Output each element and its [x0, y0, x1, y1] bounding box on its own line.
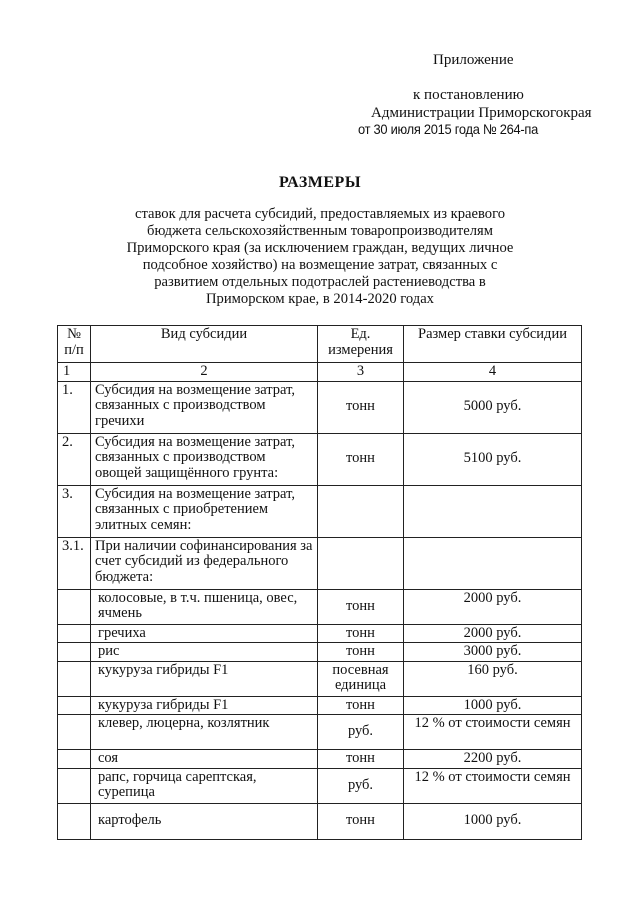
administration-name: Администрации Приморскогокрая — [371, 105, 592, 121]
row-number — [58, 661, 91, 696]
appendix-label: Приложение — [433, 52, 514, 68]
row-rate: 5100 руб. — [404, 433, 582, 485]
row-number: 1. — [58, 381, 91, 433]
row-subsidy-type: кукуруза гибриды F1 — [91, 696, 318, 715]
row-unit — [318, 485, 404, 537]
row-rate: 1000 руб. — [404, 696, 582, 715]
document-subtitle — [120, 206, 520, 308]
row-subsidy-type: колосовые, в т.ч. пшеница, овес, ячмень — [91, 589, 318, 624]
column-number: 4 — [404, 363, 582, 382]
row-number — [58, 696, 91, 715]
subtitle-line: развитием отдельных подотраслей растениеводства в — [154, 274, 486, 290]
table-row — [58, 696, 582, 715]
table-row — [58, 537, 582, 589]
row-number — [58, 624, 91, 643]
table-row — [58, 803, 582, 839]
header-cell-rate: Размер ставки субсидии — [404, 326, 582, 363]
header-cell-unit: Ед. измерения — [318, 326, 404, 363]
row-subsidy-type: Субсидия на возмещение затрат, связанных с приобретением элитных семян: — [91, 485, 318, 537]
row-subsidy-type: При наличии софинансирования за счет субсидий из федерального бюджета: — [91, 537, 318, 589]
row-unit: руб. — [318, 715, 404, 750]
row-unit: тонн — [318, 589, 404, 624]
row-number — [58, 803, 91, 839]
row-unit: тонн — [318, 381, 404, 433]
document-title: РАЗМЕРЫ — [278, 174, 362, 191]
row-rate: 160 руб. — [404, 661, 582, 696]
row-number — [58, 715, 91, 750]
row-unit: тонн — [318, 750, 404, 769]
row-subsidy-type: картофель — [91, 803, 318, 839]
row-number — [58, 643, 91, 662]
row-subsidy-type: Субсидия на возмещение затрат, связанных с производством овощей защищённого грунта: — [91, 433, 318, 485]
row-rate — [404, 485, 582, 537]
table-row — [58, 381, 582, 433]
row-rate — [404, 537, 582, 589]
column-number-row — [58, 363, 582, 382]
header-cell-number: № п/п — [58, 326, 91, 363]
column-number: 3 — [318, 363, 404, 382]
row-subsidy-type: Субсидия на возмещение затрат, связанных с производством гречихи — [91, 381, 318, 433]
column-number: 2 — [91, 363, 318, 382]
row-unit — [318, 537, 404, 589]
row-unit: тонн — [318, 643, 404, 662]
row-unit: тонн — [318, 624, 404, 643]
table-row — [58, 624, 582, 643]
subtitle-line: ставок для расчета субсидий, предоставляемых из краевого — [134, 206, 506, 222]
subtitle-line: подсобное хозяйство) на возмещение затрат, связанных с — [142, 257, 498, 273]
table-row — [58, 715, 582, 750]
subtitle-line: Приморском крае, в 2014-2020 годах — [206, 291, 434, 307]
row-unit: тонн — [318, 696, 404, 715]
row-rate: 3000 руб. — [404, 643, 582, 662]
column-number: 1 — [58, 363, 91, 382]
row-rate: 2000 руб. — [404, 589, 582, 624]
header-cell-type: Вид субсидии — [91, 326, 318, 363]
subsidy-rates-table — [57, 325, 582, 840]
row-unit: посевная единица — [318, 661, 404, 696]
row-rate: 2200 руб. — [404, 750, 582, 769]
resolution-reference: к постановлению — [413, 87, 524, 103]
table-row — [58, 643, 582, 662]
row-unit: тонн — [318, 433, 404, 485]
subtitle-line: бюджета сельскохозяйственным товаропроизводителям — [147, 223, 493, 239]
row-rate: 1000 руб. — [404, 803, 582, 839]
row-rate: 12 % от стоимости семян — [404, 768, 582, 803]
table-row — [58, 661, 582, 696]
row-subsidy-type: рис — [91, 643, 318, 662]
table-row — [58, 750, 582, 769]
row-subsidy-type: гречиха — [91, 624, 318, 643]
table-row — [58, 485, 582, 537]
table-row — [58, 433, 582, 485]
resolution-date-number: от 30 июля 2015 года № 264-па — [358, 121, 539, 137]
row-subsidy-type: кукуруза гибриды F1 — [91, 661, 318, 696]
row-number — [58, 750, 91, 769]
row-subsidy-type: рапс, горчица сарептская, сурепица — [91, 768, 318, 803]
subtitle-line: Приморского края (за исключением граждан, ведущих личное — [126, 240, 514, 256]
table-row — [58, 589, 582, 624]
row-rate: 2000 руб. — [404, 624, 582, 643]
row-number: 3. — [58, 485, 91, 537]
table-header-row — [58, 326, 582, 363]
row-unit: руб. — [318, 768, 404, 803]
row-rate: 12 % от стоимости семян — [404, 715, 582, 750]
row-number — [58, 768, 91, 803]
row-number — [58, 589, 91, 624]
row-number: 3.1. — [58, 537, 91, 589]
row-subsidy-type: соя — [91, 750, 318, 769]
row-unit: тонн — [318, 803, 404, 839]
table-row — [58, 768, 582, 803]
row-rate: 5000 руб. — [404, 381, 582, 433]
row-subsidy-type: клевер, люцерна, козлятник — [91, 715, 318, 750]
row-number: 2. — [58, 433, 91, 485]
